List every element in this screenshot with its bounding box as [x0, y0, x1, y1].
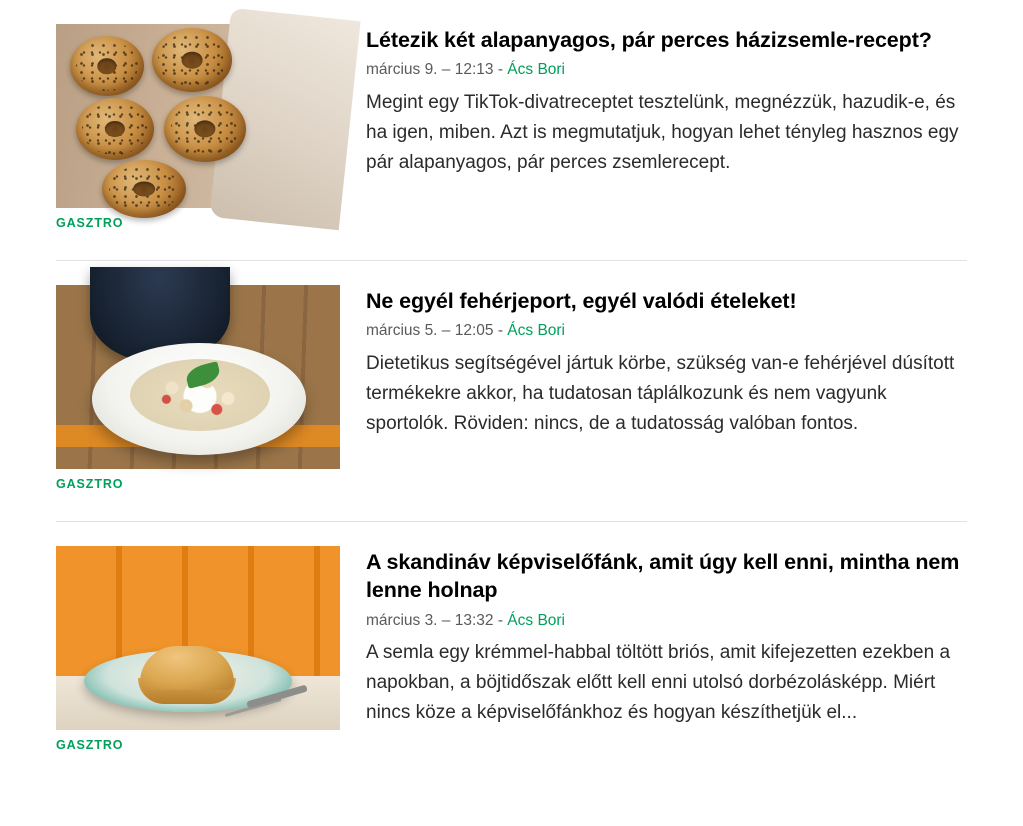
article-meta [366, 611, 967, 631]
article-author[interactable]: Ács Bori [507, 322, 566, 340]
list-item[interactable] [56, 261, 967, 491]
article-title[interactable]: A skandináv képviselőfánk, amit úgy kell enni, mintha nem lenne holnap [366, 550, 960, 603]
article-title[interactable]: Ne egyél fehérjeport, egyél valódi ételeket! [366, 289, 797, 313]
article-thumbnail-link[interactable] [56, 546, 340, 752]
poppy-seeds [171, 101, 240, 156]
article-image-salad [56, 285, 340, 469]
bagel-4 [164, 96, 246, 162]
article-lead: Megint egy TikTok-divatreceptet tesztelünk, megnézzük, hazudik-e, és ha igen, miben. Azt is megmutatjuk, hogyan lehet tényleg hasznos egy pár alapanyagos, pár perces zsemlerecept. [366, 91, 959, 173]
article-author[interactable]: Ács Bori [507, 61, 566, 79]
article-meta [366, 60, 967, 80]
poppy-seeds [82, 103, 148, 155]
article-date: március 3. – 13:32 - [366, 611, 503, 629]
category-label[interactable]: GASZTRO [56, 216, 124, 230]
article-date: március 5. – 12:05 - [366, 322, 503, 340]
poppy-seeds [158, 33, 225, 87]
category-label[interactable]: GASZTRO [56, 738, 124, 752]
article-thumbnail-link[interactable] [56, 24, 340, 230]
article-body [366, 546, 967, 728]
list-item[interactable] [56, 522, 967, 752]
article-author[interactable]: Ács Bori [507, 611, 566, 629]
article-image-semla [56, 546, 340, 730]
article-lead: Dietetikus segítségével jártuk körbe, szükség van-e fehérjével dúsított termékekre akkor, ha tudatosan táplálkozunk és nem vagyunk sportolók. Röviden: nincs, de a tudatosság valóban fontos. [366, 352, 955, 434]
bagel-5 [102, 160, 186, 218]
article-date: március 9. – 12:13 - [366, 61, 503, 79]
poppy-seeds [109, 165, 180, 214]
article-body [366, 24, 967, 178]
article-body [366, 285, 967, 439]
list-item[interactable] [56, 0, 967, 230]
article-image-bagels [56, 24, 340, 208]
poppy-seeds [76, 41, 138, 91]
article-meta [366, 321, 967, 341]
article-thumbnail-link[interactable] [56, 285, 340, 491]
article-lead: A semla egy krémmel-habbal töltött briós, amit kifejezetten ezekben a napokban, a böjtidőszak előtt kell enni utolsó dorbézolásképp. Miért nincs köze a képviselőfánkhoz és hogyan készíthetjük el... [366, 641, 951, 723]
bagel-2 [152, 28, 232, 92]
bagel-3 [76, 98, 154, 160]
bagel-1 [70, 36, 144, 96]
category-label[interactable]: GASZTRO [56, 477, 124, 491]
article-title[interactable]: Létezik két alapanyagos, pár perces házizsemle-recept? [366, 28, 932, 52]
